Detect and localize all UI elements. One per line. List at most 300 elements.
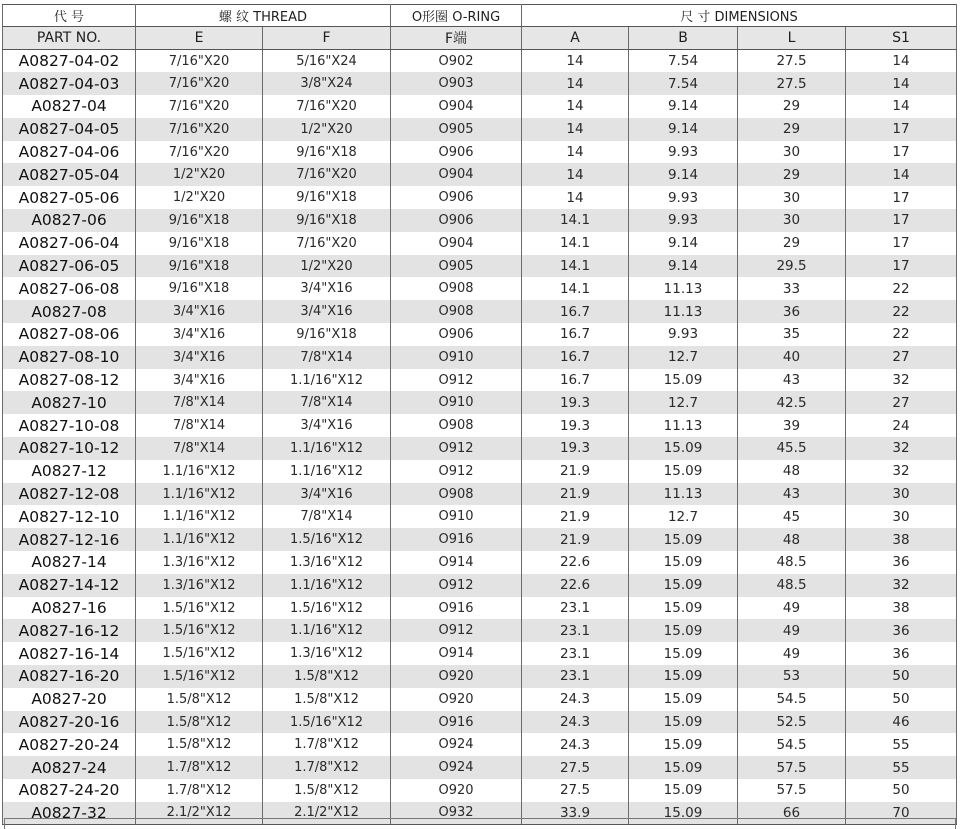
cell-dim-a: 14 bbox=[522, 141, 629, 164]
cell-dim-b: 15.09 bbox=[629, 551, 738, 574]
cell-thread-e: 2.1/2"X12 bbox=[136, 802, 263, 825]
cell-o-ring: O903 bbox=[391, 72, 522, 95]
cell-thread-e: 1.5/16"X12 bbox=[136, 665, 263, 688]
cell-thread-f: 1.5/16"X12 bbox=[263, 597, 391, 620]
table-row bbox=[3, 300, 957, 323]
cell-dim-b: 15.09 bbox=[629, 779, 738, 802]
table-row bbox=[3, 733, 957, 756]
cell-o-ring: O902 bbox=[391, 50, 522, 73]
cell-dim-a: 23.1 bbox=[522, 665, 629, 688]
cell-o-ring: O908 bbox=[391, 300, 522, 323]
cell-dim-l: 53 bbox=[738, 665, 846, 688]
cell-o-ring: O916 bbox=[391, 711, 522, 734]
cell-part-no: A0827-32 bbox=[3, 802, 136, 825]
cell-o-ring: O905 bbox=[391, 118, 522, 141]
cell-dim-s1: 30 bbox=[846, 483, 957, 506]
cell-thread-e: 3/4"X16 bbox=[136, 300, 263, 323]
cell-dim-l: 45.5 bbox=[738, 437, 846, 460]
cell-dim-l: 30 bbox=[738, 141, 846, 164]
cell-dim-a: 23.1 bbox=[522, 619, 629, 642]
cell-part-no: A0827-08-06 bbox=[3, 323, 136, 346]
cell-dim-l: 35 bbox=[738, 323, 846, 346]
cell-o-ring: O908 bbox=[391, 483, 522, 506]
cell-dim-l: 40 bbox=[738, 346, 846, 369]
cell-thread-e: 1/2"X20 bbox=[136, 186, 263, 209]
cell-thread-e: 1.5/8"X12 bbox=[136, 688, 263, 711]
cell-thread-f: 1/2"X20 bbox=[263, 118, 391, 141]
col-a: A bbox=[522, 27, 629, 50]
cell-thread-f: 2.1/2"X12 bbox=[263, 802, 391, 825]
cell-thread-f: 1.1/16"X12 bbox=[263, 369, 391, 392]
cell-thread-e: 1.1/16"X12 bbox=[136, 460, 263, 483]
cell-dim-s1: 38 bbox=[846, 597, 957, 620]
table-row bbox=[3, 391, 957, 414]
cell-dim-b: 11.13 bbox=[629, 414, 738, 437]
cell-thread-f: 1.1/16"X12 bbox=[263, 437, 391, 460]
table-row bbox=[3, 209, 957, 232]
table-row bbox=[3, 232, 957, 255]
cell-dim-l: 39 bbox=[738, 414, 846, 437]
cell-thread-e: 7/16"X20 bbox=[136, 141, 263, 164]
cell-thread-e: 1.5/16"X12 bbox=[136, 642, 263, 665]
cell-dim-l: 33 bbox=[738, 277, 846, 300]
cell-part-no: A0827-04-02 bbox=[3, 50, 136, 73]
cell-dim-b: 9.93 bbox=[629, 323, 738, 346]
cell-dim-l: 36 bbox=[738, 300, 846, 323]
cell-dim-l: 29 bbox=[738, 95, 846, 118]
header-thread: 螺 纹 THREAD bbox=[136, 5, 391, 27]
cell-dim-b: 12.7 bbox=[629, 346, 738, 369]
cell-dim-l: 45 bbox=[738, 505, 846, 528]
cell-dim-l: 49 bbox=[738, 597, 846, 620]
cell-dim-a: 14 bbox=[522, 186, 629, 209]
cell-dim-b: 15.09 bbox=[629, 597, 738, 620]
cell-dim-s1: 17 bbox=[846, 186, 957, 209]
cell-o-ring: O920 bbox=[391, 665, 522, 688]
cell-part-no: A0827-08 bbox=[3, 300, 136, 323]
cell-dim-b: 15.09 bbox=[629, 642, 738, 665]
cell-dim-a: 24.3 bbox=[522, 733, 629, 756]
cell-o-ring: O932 bbox=[391, 802, 522, 825]
cell-o-ring: O924 bbox=[391, 756, 522, 779]
cell-part-no: A0827-06 bbox=[3, 209, 136, 232]
cell-dim-s1: 50 bbox=[846, 688, 957, 711]
header-part: 代 号 bbox=[3, 5, 136, 27]
cell-dim-l: 48.5 bbox=[738, 551, 846, 574]
cell-dim-l: 29.5 bbox=[738, 255, 846, 278]
cell-dim-l: 52.5 bbox=[738, 711, 846, 734]
table-row bbox=[3, 141, 957, 164]
cell-dim-a: 16.7 bbox=[522, 346, 629, 369]
cell-part-no: A0827-12-10 bbox=[3, 505, 136, 528]
cell-dim-s1: 30 bbox=[846, 505, 957, 528]
header-dimensions: 尺 寸 DIMENSIONS bbox=[522, 5, 957, 27]
cell-dim-b: 15.09 bbox=[629, 528, 738, 551]
table-row bbox=[3, 597, 957, 620]
cell-dim-s1: 22 bbox=[846, 300, 957, 323]
table-row bbox=[3, 369, 957, 392]
cell-o-ring: O924 bbox=[391, 733, 522, 756]
table-footer-frame bbox=[4, 818, 956, 829]
cell-o-ring: O914 bbox=[391, 642, 522, 665]
cell-dim-a: 21.9 bbox=[522, 528, 629, 551]
cell-part-no: A0827-12-08 bbox=[3, 483, 136, 506]
cell-dim-b: 9.14 bbox=[629, 163, 738, 186]
cell-dim-a: 27.5 bbox=[522, 779, 629, 802]
cell-part-no: A0827-08-12 bbox=[3, 369, 136, 392]
cell-dim-a: 24.3 bbox=[522, 711, 629, 734]
table-row bbox=[3, 414, 957, 437]
cell-thread-f: 3/4"X16 bbox=[263, 414, 391, 437]
table-row bbox=[3, 574, 957, 597]
cell-dim-s1: 55 bbox=[846, 733, 957, 756]
cell-thread-e: 1.1/16"X12 bbox=[136, 528, 263, 551]
cell-dim-b: 15.09 bbox=[629, 665, 738, 688]
table-row bbox=[3, 50, 957, 73]
table-row bbox=[3, 460, 957, 483]
cell-part-no: A0827-05-04 bbox=[3, 163, 136, 186]
cell-dim-a: 22.6 bbox=[522, 551, 629, 574]
cell-part-no: A0827-10-08 bbox=[3, 414, 136, 437]
cell-thread-f: 1.7/8"X12 bbox=[263, 733, 391, 756]
cell-o-ring: O906 bbox=[391, 323, 522, 346]
cell-dim-a: 23.1 bbox=[522, 597, 629, 620]
cell-dim-a: 14 bbox=[522, 118, 629, 141]
cell-dim-b: 12.7 bbox=[629, 505, 738, 528]
cell-thread-e: 1.1/16"X12 bbox=[136, 483, 263, 506]
cell-thread-e: 3/4"X16 bbox=[136, 346, 263, 369]
cell-dim-a: 19.3 bbox=[522, 391, 629, 414]
cell-dim-b: 15.09 bbox=[629, 688, 738, 711]
cell-dim-b: 12.7 bbox=[629, 391, 738, 414]
cell-part-no: A0827-24-20 bbox=[3, 779, 136, 802]
col-f: F bbox=[263, 27, 391, 50]
table-row bbox=[3, 118, 957, 141]
cell-dim-s1: 24 bbox=[846, 414, 957, 437]
cell-dim-b: 9.14 bbox=[629, 118, 738, 141]
cell-thread-e: 1.5/8"X12 bbox=[136, 711, 263, 734]
cell-o-ring: O914 bbox=[391, 551, 522, 574]
cell-thread-e: 1.3/16"X12 bbox=[136, 574, 263, 597]
table-row bbox=[3, 779, 957, 802]
cell-thread-e: 7/16"X20 bbox=[136, 72, 263, 95]
cell-o-ring: O920 bbox=[391, 779, 522, 802]
cell-o-ring: O912 bbox=[391, 369, 522, 392]
cell-dim-s1: 36 bbox=[846, 642, 957, 665]
cell-dim-l: 27.5 bbox=[738, 72, 846, 95]
cell-dim-b: 15.09 bbox=[629, 369, 738, 392]
cell-thread-e: 3/4"X16 bbox=[136, 369, 263, 392]
header-row bbox=[3, 5, 957, 27]
cell-thread-f: 3/4"X16 bbox=[263, 300, 391, 323]
cell-dim-s1: 70 bbox=[846, 802, 957, 825]
cell-dim-s1: 32 bbox=[846, 574, 957, 597]
cell-dim-a: 14 bbox=[522, 163, 629, 186]
cell-thread-e: 1.1/16"X12 bbox=[136, 505, 263, 528]
cell-thread-e: 7/16"X20 bbox=[136, 95, 263, 118]
cell-dim-s1: 32 bbox=[846, 437, 957, 460]
cell-thread-e: 7/16"X20 bbox=[136, 118, 263, 141]
table-row bbox=[3, 255, 957, 278]
cell-thread-e: 1/2"X20 bbox=[136, 163, 263, 186]
cell-dim-s1: 50 bbox=[846, 665, 957, 688]
cell-dim-b: 11.13 bbox=[629, 300, 738, 323]
cell-dim-a: 21.9 bbox=[522, 505, 629, 528]
cell-thread-f: 9/16"X18 bbox=[263, 141, 391, 164]
cell-dim-s1: 46 bbox=[846, 711, 957, 734]
cell-dim-b: 15.09 bbox=[629, 711, 738, 734]
cell-dim-a: 14 bbox=[522, 72, 629, 95]
cell-dim-l: 54.5 bbox=[738, 688, 846, 711]
cell-dim-s1: 38 bbox=[846, 528, 957, 551]
cell-dim-l: 48.5 bbox=[738, 574, 846, 597]
cell-dim-s1: 22 bbox=[846, 277, 957, 300]
cell-part-no: A0827-04-03 bbox=[3, 72, 136, 95]
cell-dim-b: 9.93 bbox=[629, 186, 738, 209]
cell-dim-l: 30 bbox=[738, 186, 846, 209]
cell-thread-f: 7/8"X14 bbox=[263, 391, 391, 414]
cell-o-ring: O910 bbox=[391, 346, 522, 369]
cell-thread-e: 9/16"X18 bbox=[136, 209, 263, 232]
cell-part-no: A0827-12 bbox=[3, 460, 136, 483]
cell-part-no: A0827-20-16 bbox=[3, 711, 136, 734]
cell-thread-f: 1.5/16"X12 bbox=[263, 528, 391, 551]
cell-thread-f: 1.5/16"X12 bbox=[263, 711, 391, 734]
cell-o-ring: O912 bbox=[391, 574, 522, 597]
col-f-end: F端 bbox=[391, 27, 522, 50]
cell-thread-e: 1.7/8"X12 bbox=[136, 779, 263, 802]
cell-dim-b: 9.14 bbox=[629, 95, 738, 118]
cell-thread-e: 3/4"X16 bbox=[136, 323, 263, 346]
table-row bbox=[3, 346, 957, 369]
cell-part-no: A0827-16-12 bbox=[3, 619, 136, 642]
cell-dim-s1: 32 bbox=[846, 369, 957, 392]
cell-thread-f: 1/2"X20 bbox=[263, 255, 391, 278]
cell-o-ring: O912 bbox=[391, 619, 522, 642]
cell-thread-e: 7/16"X20 bbox=[136, 50, 263, 73]
cell-thread-f: 1.5/8"X12 bbox=[263, 665, 391, 688]
cell-part-no: A0827-06-04 bbox=[3, 232, 136, 255]
table-row bbox=[3, 619, 957, 642]
cell-part-no: A0827-04-05 bbox=[3, 118, 136, 141]
cell-dim-l: 43 bbox=[738, 483, 846, 506]
cell-dim-a: 16.7 bbox=[522, 323, 629, 346]
table-body bbox=[3, 50, 957, 825]
table-row bbox=[3, 72, 957, 95]
cell-dim-a: 14.1 bbox=[522, 255, 629, 278]
cell-dim-b: 9.93 bbox=[629, 209, 738, 232]
table-row bbox=[3, 551, 957, 574]
cell-dim-s1: 17 bbox=[846, 232, 957, 255]
cell-o-ring: O916 bbox=[391, 597, 522, 620]
cell-dim-s1: 36 bbox=[846, 619, 957, 642]
cell-thread-f: 7/16"X20 bbox=[263, 232, 391, 255]
cell-dim-l: 57.5 bbox=[738, 756, 846, 779]
cell-part-no: A0827-08-10 bbox=[3, 346, 136, 369]
cell-dim-a: 14.1 bbox=[522, 277, 629, 300]
cell-dim-a: 33.9 bbox=[522, 802, 629, 825]
cell-thread-e: 1.5/8"X12 bbox=[136, 733, 263, 756]
cell-dim-s1: 17 bbox=[846, 141, 957, 164]
table-row bbox=[3, 95, 957, 118]
cell-dim-s1: 22 bbox=[846, 323, 957, 346]
cell-dim-s1: 55 bbox=[846, 756, 957, 779]
table-row bbox=[3, 483, 957, 506]
cell-dim-b: 15.09 bbox=[629, 802, 738, 825]
cell-part-no: A0827-20-24 bbox=[3, 733, 136, 756]
cell-o-ring: O910 bbox=[391, 505, 522, 528]
cell-thread-f: 3/8"X24 bbox=[263, 72, 391, 95]
cell-o-ring: O912 bbox=[391, 460, 522, 483]
table-row bbox=[3, 186, 957, 209]
col-b: B bbox=[629, 27, 738, 50]
cell-dim-s1: 17 bbox=[846, 209, 957, 232]
cell-dim-a: 14.1 bbox=[522, 209, 629, 232]
cell-thread-f: 1.5/8"X12 bbox=[263, 779, 391, 802]
subheader-row bbox=[3, 27, 957, 50]
cell-thread-e: 1.3/16"X12 bbox=[136, 551, 263, 574]
cell-thread-f: 1.1/16"X12 bbox=[263, 619, 391, 642]
cell-thread-e: 1.7/8"X12 bbox=[136, 756, 263, 779]
cell-o-ring: O920 bbox=[391, 688, 522, 711]
cell-dim-s1: 14 bbox=[846, 163, 957, 186]
cell-part-no: A0827-20 bbox=[3, 688, 136, 711]
table-row bbox=[3, 665, 957, 688]
cell-dim-l: 30 bbox=[738, 209, 846, 232]
cell-dim-b: 15.09 bbox=[629, 756, 738, 779]
cell-dim-l: 29 bbox=[738, 118, 846, 141]
table-row bbox=[3, 163, 957, 186]
table-row bbox=[3, 277, 957, 300]
cell-dim-a: 14 bbox=[522, 50, 629, 73]
cell-part-no: A0827-14-12 bbox=[3, 574, 136, 597]
table-row bbox=[3, 323, 957, 346]
cell-dim-l: 29 bbox=[738, 232, 846, 255]
cell-dim-a: 24.3 bbox=[522, 688, 629, 711]
cell-o-ring: O904 bbox=[391, 163, 522, 186]
cell-dim-b: 15.09 bbox=[629, 437, 738, 460]
cell-dim-a: 19.3 bbox=[522, 414, 629, 437]
cell-dim-b: 7.54 bbox=[629, 50, 738, 73]
cell-thread-e: 7/8"X14 bbox=[136, 391, 263, 414]
cell-thread-e: 1.5/16"X12 bbox=[136, 619, 263, 642]
table-row bbox=[3, 505, 957, 528]
table-row bbox=[3, 711, 957, 734]
cell-dim-b: 15.09 bbox=[629, 574, 738, 597]
table-row bbox=[3, 688, 957, 711]
cell-part-no: A0827-10 bbox=[3, 391, 136, 414]
cell-dim-s1: 17 bbox=[846, 255, 957, 278]
table-row bbox=[3, 756, 957, 779]
cell-dim-s1: 14 bbox=[846, 50, 957, 73]
cell-thread-f: 7/16"X20 bbox=[263, 163, 391, 186]
cell-dim-a: 14.1 bbox=[522, 232, 629, 255]
cell-dim-a: 16.7 bbox=[522, 300, 629, 323]
cell-part-no: A0827-05-06 bbox=[3, 186, 136, 209]
cell-part-no: A0827-04-06 bbox=[3, 141, 136, 164]
cell-dim-l: 29 bbox=[738, 163, 846, 186]
cell-dim-b: 9.14 bbox=[629, 232, 738, 255]
cell-dim-a: 14 bbox=[522, 95, 629, 118]
col-l: L bbox=[738, 27, 846, 50]
cell-dim-l: 48 bbox=[738, 460, 846, 483]
cell-dim-l: 42.5 bbox=[738, 391, 846, 414]
cell-dim-b: 15.09 bbox=[629, 460, 738, 483]
cell-dim-s1: 32 bbox=[846, 460, 957, 483]
cell-thread-f: 9/16"X18 bbox=[263, 323, 391, 346]
cell-o-ring: O908 bbox=[391, 414, 522, 437]
table-row bbox=[3, 437, 957, 460]
header-oring: O形圈 O-RING bbox=[391, 5, 522, 27]
cell-o-ring: O906 bbox=[391, 141, 522, 164]
cell-dim-b: 9.93 bbox=[629, 141, 738, 164]
cell-dim-l: 49 bbox=[738, 619, 846, 642]
cell-dim-l: 49 bbox=[738, 642, 846, 665]
table-row bbox=[3, 642, 957, 665]
cell-dim-s1: 27 bbox=[846, 391, 957, 414]
cell-thread-e: 9/16"X18 bbox=[136, 232, 263, 255]
cell-thread-f: 5/16"X24 bbox=[263, 50, 391, 73]
cell-dim-l: 57.5 bbox=[738, 779, 846, 802]
cell-part-no: A0827-24 bbox=[3, 756, 136, 779]
cell-o-ring: O904 bbox=[391, 232, 522, 255]
cell-thread-e: 1.5/16"X12 bbox=[136, 597, 263, 620]
spec-table-container bbox=[2, 4, 957, 825]
cell-dim-l: 27.5 bbox=[738, 50, 846, 73]
cell-o-ring: O905 bbox=[391, 255, 522, 278]
cell-dim-l: 54.5 bbox=[738, 733, 846, 756]
cell-part-no: A0827-04 bbox=[3, 95, 136, 118]
cell-thread-f: 9/16"X18 bbox=[263, 209, 391, 232]
cell-thread-f: 3/4"X16 bbox=[263, 483, 391, 506]
cell-dim-b: 15.09 bbox=[629, 733, 738, 756]
spec-table bbox=[2, 4, 957, 825]
cell-o-ring: O906 bbox=[391, 209, 522, 232]
cell-thread-f: 7/16"X20 bbox=[263, 95, 391, 118]
cell-dim-s1: 36 bbox=[846, 551, 957, 574]
cell-thread-f: 3/4"X16 bbox=[263, 277, 391, 300]
cell-dim-b: 11.13 bbox=[629, 277, 738, 300]
cell-dim-b: 15.09 bbox=[629, 619, 738, 642]
cell-part-no: A0827-16-20 bbox=[3, 665, 136, 688]
cell-thread-e: 9/16"X18 bbox=[136, 255, 263, 278]
cell-dim-a: 27.5 bbox=[522, 756, 629, 779]
cell-dim-l: 43 bbox=[738, 369, 846, 392]
cell-part-no: A0827-16 bbox=[3, 597, 136, 620]
cell-dim-l: 66 bbox=[738, 802, 846, 825]
cell-o-ring: O908 bbox=[391, 277, 522, 300]
cell-dim-s1: 17 bbox=[846, 118, 957, 141]
cell-thread-f: 1.1/16"X12 bbox=[263, 460, 391, 483]
col-s1: S1 bbox=[846, 27, 957, 50]
cell-dim-a: 16.7 bbox=[522, 369, 629, 392]
cell-dim-a: 23.1 bbox=[522, 642, 629, 665]
cell-dim-a: 21.9 bbox=[522, 460, 629, 483]
cell-dim-a: 19.3 bbox=[522, 437, 629, 460]
cell-thread-f: 7/8"X14 bbox=[263, 505, 391, 528]
cell-dim-a: 22.6 bbox=[522, 574, 629, 597]
cell-dim-b: 9.14 bbox=[629, 255, 738, 278]
cell-thread-f: 1.1/16"X12 bbox=[263, 574, 391, 597]
cell-dim-b: 11.13 bbox=[629, 483, 738, 506]
col-e: E bbox=[136, 27, 263, 50]
cell-thread-f: 1.3/16"X12 bbox=[263, 642, 391, 665]
cell-part-no: A0827-16-14 bbox=[3, 642, 136, 665]
cell-thread-f: 1.5/8"X12 bbox=[263, 688, 391, 711]
table-row bbox=[3, 528, 957, 551]
cell-thread-f: 1.3/16"X12 bbox=[263, 551, 391, 574]
cell-dim-s1: 14 bbox=[846, 95, 957, 118]
